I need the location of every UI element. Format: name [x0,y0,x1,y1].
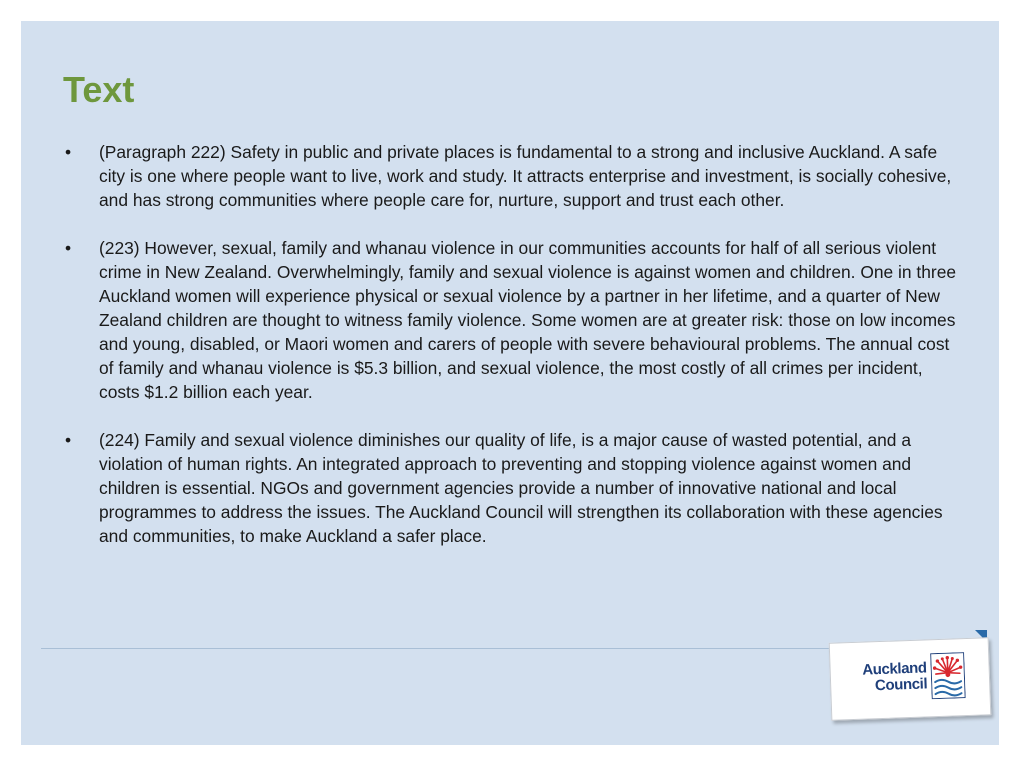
bullet-marker: • [64,430,72,450]
logo-line-2: Council [874,675,928,695]
bullet-list [61,140,961,572]
bullet-item [61,428,961,548]
bullet-item [61,140,961,212]
bullet-item [61,236,961,404]
auckland-council-logo [829,637,992,721]
logo-line-1: Auckland [862,659,927,679]
bullet-marker: • [64,142,72,162]
bullet-text: (223) However, sexual, family and whanau violence in our communities accounts for half of all serious violent crime in New Zealand. Overwhelmingly, family and sexual violence is against women and children. One in three Auckland women will experience physical or sexual violence by a partner in her lifetime, and a quarter of New Zealand children are thought to witness family violence. Some women are at greater risk: those on low incomes and young, disabled, or Maori women and carers of people with severe behavioural problems. The annual cost of family and whanau violence is $5.3 billion, and sexual violence, the most costly of all crimes per incident, costs $1.2 billion each year. [99,238,957,402]
slide [21,21,999,745]
pohutukawa-emblem-icon [930,652,966,699]
slide-title: Text [63,69,135,110]
logo-wordmark [844,660,927,695]
bullet-text: (Paragraph 222) Safety in public and private places is fundamental to a strong and inclusive Auckland. A safe city is one where people want to live, work and study. It attracts enterprise and investment, is socially cohesive, and has strong communities where people care for, nurture, support and trust each other. [99,142,952,210]
bullet-text: (224) Family and sexual violence diminishes our quality of life, is a major cause of wasted potential, and a violation of human rights. An integrated approach to preventing and stopping violence against women and children is essential. NGOs and government agencies provide a number of innovative national and local programmes to address the issues. The Auckland Council will strengthen its collaboration with these agencies and communities, to make Auckland a safer place. [99,430,943,546]
bullet-marker: • [64,238,72,258]
